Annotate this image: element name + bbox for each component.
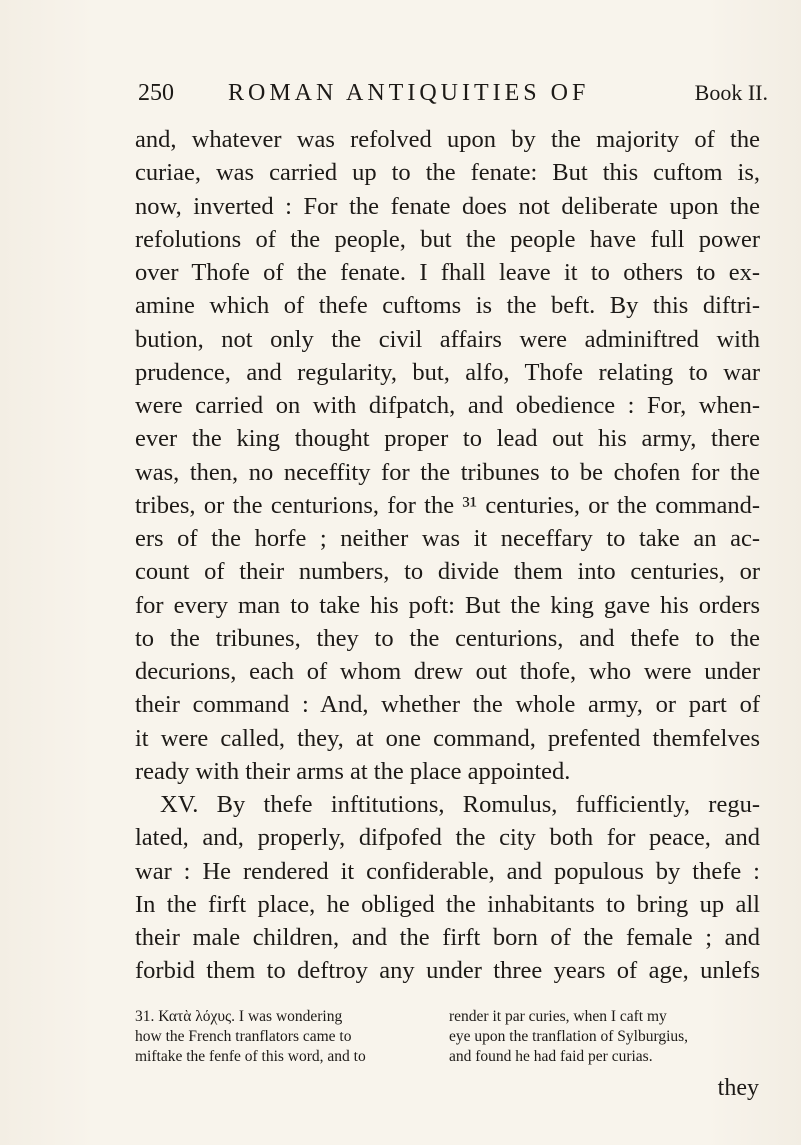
footnote-line: eye upon the tranflation of Sylburgius, [449, 1028, 689, 1045]
footnote-line: miftake the fenfe of this word, and to [135, 1048, 366, 1065]
text-line: their male children, and the firft born of the female ; and [135, 924, 760, 951]
footnote-line: 31. Κατὰ λόχυς. I was wondering [135, 1008, 343, 1025]
footnote-line: and found he had faid per curias. [449, 1048, 653, 1065]
text-line: war : He rendered it confiderable, and populous by thefe : [135, 857, 760, 885]
footnote-column-right [449, 1007, 749, 1067]
text-line: forbid them to deftroy any under three years of age, unlefs [135, 957, 760, 985]
text-line: their command : And, whether the whole army, or part of [135, 691, 760, 719]
text-line: over Thofe of the fenate. I fhall leave it to others to ex- [135, 259, 760, 286]
text-line: tribes, or the centurions, for the ³¹ centuries, or the command- [135, 491, 760, 519]
catchword: they [717, 1075, 759, 1101]
text-line: count of their numbers, to divide them into centuries, or [135, 558, 760, 586]
text-line: ever the king thought proper to lead out his army, there [135, 425, 760, 453]
section-heading-line: XV. By thefe inftitutions, Romulus, fufficiently, regu- [160, 791, 760, 818]
text-line: refolutions of the people, but the people have full power [135, 225, 760, 253]
running-head [138, 80, 768, 110]
footnote-column-left [135, 1007, 435, 1067]
text-line: In the firft place, he obliged the inhabitants to bring up all [135, 890, 760, 918]
text-line: bution, not only the civil affairs were adminiftred with [135, 325, 760, 353]
text-line: lated, and, properly, difpofed the city both for peace, and [135, 824, 760, 852]
footnote-line: render it par curies, when I caft my [449, 1008, 667, 1025]
text-line: amine which of thefe cuftoms is the beft. By this diftri- [135, 292, 760, 320]
footnote-line: how the French tranflators came to [135, 1028, 352, 1045]
text-line: ers of the horfe ; neither was it neceffary to take an ac- [135, 525, 760, 552]
text-line: ready with their arms at the place appointed. [135, 757, 571, 785]
text-line: to the tribunes, they to the centurions, and thefe to the [135, 624, 760, 652]
text-line: for every man to take his poft: But the king gave his orders [135, 591, 760, 619]
text-line: was, then, no neceffity for the tribunes to be chofen for the [135, 458, 760, 486]
running-title: ROMAN ANTIQUITIES OF [228, 80, 590, 106]
page-number: 250 [138, 80, 174, 106]
book-label: Book II. [694, 80, 768, 105]
text-line: curiae, was carried up to the fenate: But this cuftom is, [135, 159, 760, 187]
text-line: decurions, each of whom drew out thofe, who were under [135, 658, 760, 685]
text-line: prudence, and regularity, but, alfo, Thofe relating to war [135, 358, 760, 386]
text-line: were carried on with difpatch, and obedience : For, when- [135, 392, 760, 419]
text-line: and, whatever was refolved upon by the majority of the [135, 126, 760, 153]
text-line: now, inverted : For the fenate does not deliberate upon the [135, 192, 760, 220]
body-text [135, 123, 760, 988]
text-line: it were called, they, at one command, prefented themfelves [135, 724, 760, 752]
